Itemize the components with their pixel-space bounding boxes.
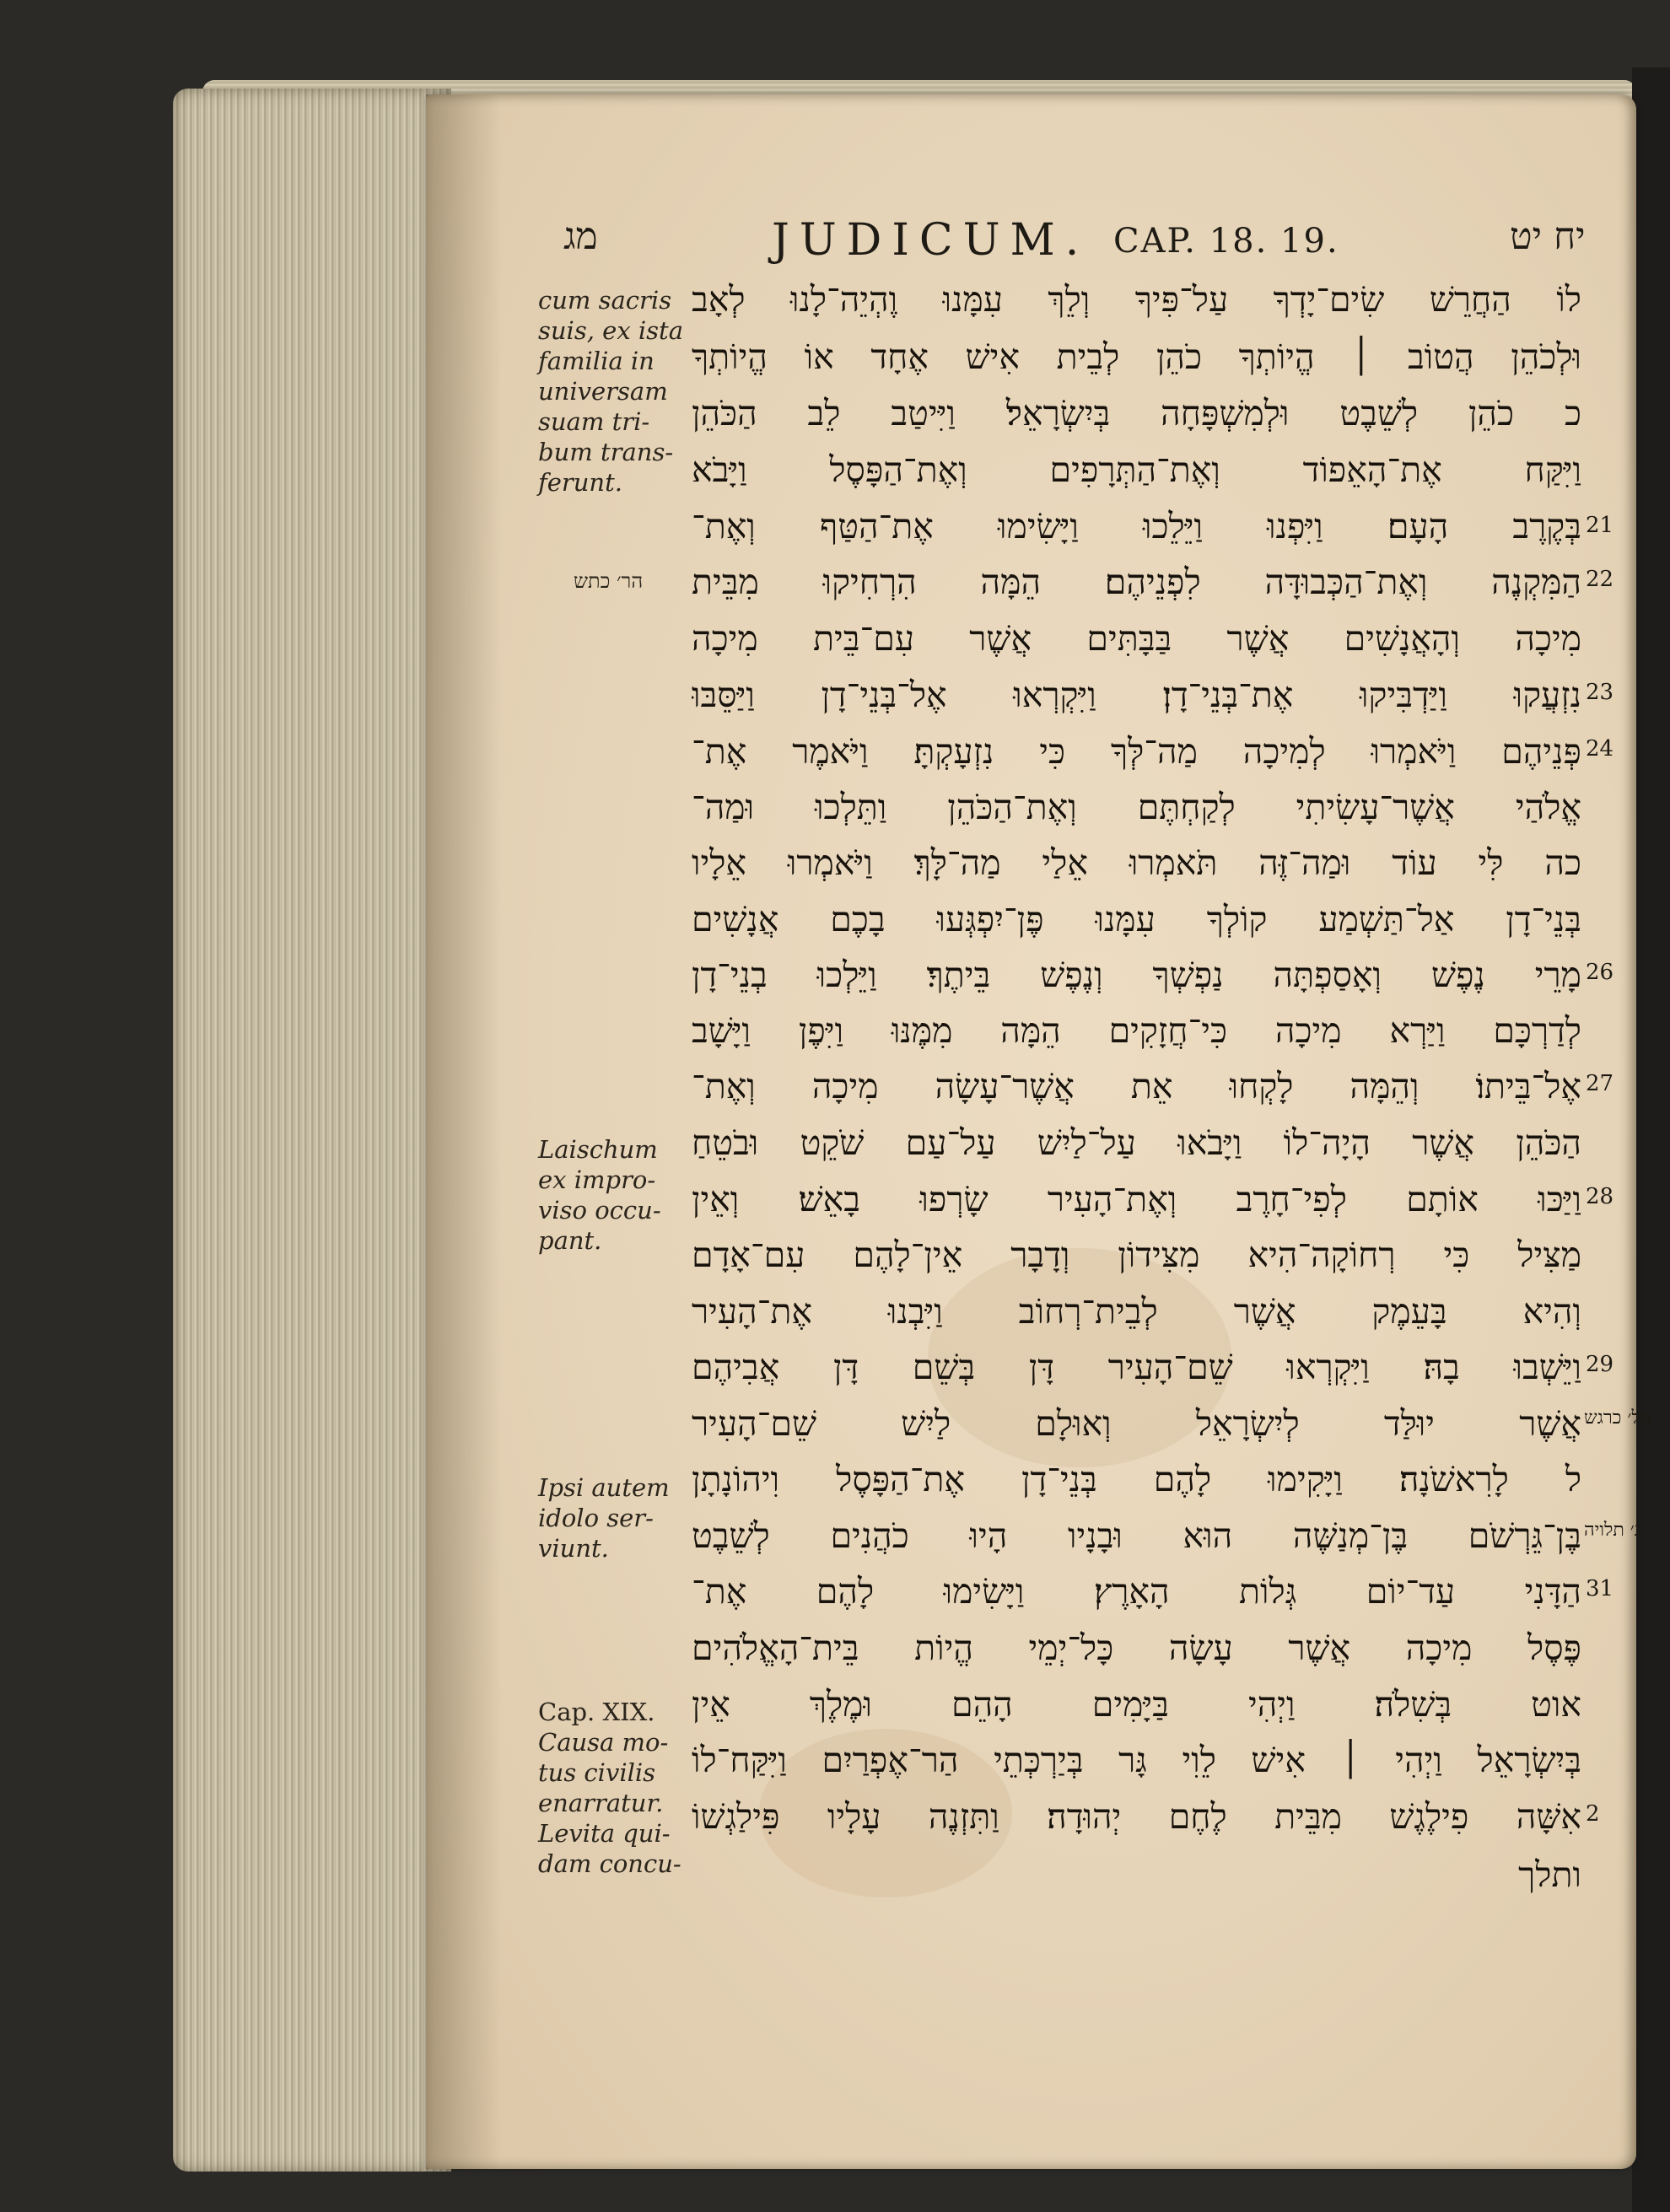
text-line: אֲשֶׁר יוּלַּד לְיִשְׂרָאֵל וְאוּלָם לַיִשׁ שֵׁם־הָעִיר [692, 1403, 1581, 1444]
gloss-line: ferunt. [538, 468, 622, 497]
text-line: וַיֵּשְׁבוּ בָהּ׃ וַיִּקְרְאוּ שֵׁם־הָעִיר דָּן בְּשֵׁם דָּן אֲבִיהֶם [692, 1347, 1581, 1387]
page-edges-stack [173, 89, 451, 2172]
gloss-line: pant. [538, 1226, 602, 1255]
gloss-line: cum sacris [538, 286, 672, 315]
latin-gloss-2 [538, 1134, 690, 1256]
page-number-hebrew: מג [563, 215, 598, 258]
marginal-note-hebrew: הר׳ כתש [574, 569, 644, 593]
gloss-line: enarratur. [538, 1789, 664, 1817]
gloss-line: Ipsi autem [538, 1473, 670, 1502]
gloss-line: viso occu- [538, 1196, 661, 1224]
text-line: אֶל־בֵּיתוֹ׃ וְהֵמָּה לָקְחוּ אֵת אֲשֶׁר־עָשָׂה מִיכָה וְאֶת־ [692, 1066, 1581, 1106]
text-line: וַיַּכּוּ אוֹתָם לְפִי־חָרֶב וְאֶת־הָעִיר שָׂרְפוּ בָאֵשׁ׃ וְאֵין [692, 1179, 1581, 1219]
gloss-line: familia in [538, 347, 655, 375]
chapter-reference: CAP. 18. 19. [1113, 222, 1339, 261]
text-line: מִיכָה וְהָאֲנָשִׁים אֲשֶׁר בַּבָּתִּים אֲשֶׁר עִם־בֵּית מִיכָה [692, 618, 1581, 659]
text-line: לְדַרְכָּם וַיַּרְא מִיכָה כִּי־חֲזָקִים הֵמָּה מִמֶּנּוּ וַיִּפֶן וַיָּשָׁב [692, 1010, 1581, 1051]
text-line: כ כֹהֵן לְשֵׁבֶט וּלְמִשְׁפָּחָה בְּיִשְׂרָאֵל׃ וַיִּיטַב לֵב הַכֹּהֵן [692, 393, 1581, 433]
text-line: אוט בְּשִׁלֹה׃ וַיְהִי בַּיָּמִים הָהֵם וּמֶלֶךְ אֵין [692, 1684, 1581, 1725]
text-line: וַיִּקַּח אֶת־הָאֵפוֹד וְאֶת־הַתְּרָפִים וְאֶת־הַפָּסֶל וַיָּבֹא [692, 449, 1581, 490]
text-line: מָרֵי נֶפֶשׁ וְאָסַפְתָּה נַפְשְׁךָ וְנֶפֶשׁ בֵּיתֶךָ׃ וַיֵּלְכוּ בְנֵי־דָן [692, 955, 1581, 995]
text-line: בְּקֶרֶב הָעָם׃ וַיִּפְנוּ וַיֵּלֵכוּ וַיָּשִׂימוּ אֶת־הַטַּף וְאֶת־ [692, 506, 1581, 546]
gloss-line: suam tri- [538, 407, 650, 436]
text-line: וּלְכֹהֵן הֲטוֹב ׀ הֱיוֹתְךָ כֹהֵן לְבֵית אִישׁ אֶחָד אוֹ הֱיוֹתְךָ [692, 336, 1581, 377]
verse-number: 28 [1586, 1184, 1614, 1209]
running-title: JUDICUM. [772, 215, 1090, 266]
text-line: פֶּסֶל מִיכָה אֲשֶׁר עָשָׂה כָּל־יְמֵי הֱיוֹת בֵּית־הָאֱלֹהִים [692, 1628, 1581, 1668]
text-line: מַצִּיל כִּי רְחוֹקָה־הִיא מִצִּידוֹן וְדָבָר אֵין־לָהֶם עִם־אָדָם [692, 1235, 1581, 1275]
verse-number: 29 [1586, 1352, 1614, 1377]
gloss-line: suis, ex ista [538, 316, 683, 345]
text-line: לוֹ הַחֲרֵשׁ שִׂים־יָדְךָ עַל־פִּיךָ וְלֵךְ עִמָּנוּ וֶהְיֵה־לָנוּ לְאָב [692, 279, 1581, 320]
text-line: ל לָרִאשֹׁנָה׃ וַיָּקִימוּ לָהֶם בְּנֵי־דָן אֶת־הַפָּסֶל וִיהוֹנָתָן [692, 1459, 1581, 1499]
text-line: הַדָּנִי עַד־יוֹם גְּלוֹת הָאָרֶץ׃ וַיָּשִׂימוּ לָהֶם אֶת־ [692, 1571, 1581, 1612]
latin-gloss-3 [538, 1472, 690, 1563]
marginal-note-right: נ׳ תלויה [1584, 1520, 1640, 1541]
gloss-line: tus civilis [538, 1758, 656, 1787]
text-line: בְּנֵי־דָן אַל־תַּשְׁמַע קוֹלְךָ עִמָּנוּ פֶּן־יִפְגְּעוּ בָכֶם אֲנָשִׁים [692, 899, 1581, 939]
gloss-line: ex impro- [538, 1165, 656, 1194]
text-line: בְּיִשְׂרָאֵל וַיְהִי ׀ אִישׁ לֵוִי גָּר בְּיַרְכְּתֵי הַר־אֶפְרַיִם וַיִּקַּח־לוֹ [692, 1740, 1581, 1780]
gloss-line: Causa mo- [538, 1728, 669, 1757]
text-line: אֱלֹהַי אֲשֶׁר־עָשִׂיתִי לְקַחְתֶּם וְאֶת־הַכֹּהֵן וַתֵּלְכוּ וּמַה־ [692, 787, 1581, 827]
verse-number: 21 [1586, 513, 1614, 538]
verse-number: 22 [1586, 567, 1614, 592]
chapter-reference-hebrew: יח יט [1510, 215, 1586, 258]
gloss-line: idolo ser- [538, 1504, 654, 1532]
text-line: פְּנֵיהֶם וַיֹּאמְרוּ לְמִיכָה מַה־לְּךָ כִּי נִזְעָקְתָּ׃ וַיֹּאמֶר אֶת־ [692, 731, 1581, 772]
gloss-line: Laischum [538, 1135, 658, 1164]
gloss-line: bum trans- [538, 438, 674, 466]
catchword: ותלך [1518, 1854, 1581, 1895]
marginal-note-right: הל׳ כרגש [1584, 1407, 1651, 1429]
text-line: כה לִּי עוֹד וּמַה־זֶּה תֹּאמְרוּ אֵלַי מַה־לָּךְ׃ וַיֹּאמְרוּ אֵלָיו [692, 842, 1581, 883]
text-line: הַכֹּהֵן אֲשֶׁר הָיָה־לוֹ וַיָּבֹאוּ עַל־לַיִשׁ עַל־עַם שֹׁקֵט וּבֹטֵחַ [692, 1122, 1581, 1163]
gloss-line: viunt. [538, 1534, 609, 1563]
verse-number: 31 [1586, 1576, 1614, 1601]
verse-number: 26 [1586, 960, 1614, 985]
text-line: נִזְעֲקוּ וַיַּדְבִּיקוּ אֶת־בְּנֵי־דָן׃ וַיִּקְרְאוּ אֶל־בְּנֵי־דָן וַיַּסֵּבּוּ [692, 675, 1581, 715]
gloss-line: Cap. XIX. [538, 1698, 655, 1726]
latin-gloss-4 [538, 1697, 690, 1879]
latin-gloss-1 [538, 285, 690, 498]
text-line: אִשָּׁה פִילֶגֶשׁ מִבֵּית לֶחֶם יְהוּדָה׃ וַתִּזְנֶה עָלָיו פִּילַגְשׁוֹ [692, 1796, 1581, 1837]
text-line: הַמִּקְנֶה וְאֶת־הַכְּבוּדָּה לִפְנֵיהֶם׃ הֵמָּה הִרְחִיקוּ מִבֵּית [692, 562, 1581, 602]
background-right [1632, 67, 1670, 2212]
text-line: וְהִיא בָּעֵמֶק אֲשֶׁר לְבֵית־רְחוֹב וַיִּבְנוּ אֶת־הָעִיר [692, 1291, 1581, 1332]
verse-number: 24 [1586, 736, 1614, 762]
gloss-line: Levita qui- [538, 1819, 671, 1848]
text-line: בֶּן־גֵּרְשֹׁם בֶּן־מְנַשֶּׁה הוּא וּבָנָיו הָיוּ כֹהֲנִים לְשֵׁבֶט [692, 1515, 1581, 1556]
gloss-line: dam concu- [538, 1849, 681, 1878]
gloss-line: universam [538, 377, 668, 406]
page-gutter-shadow [426, 94, 502, 2169]
verse-number: 2 [1586, 1801, 1600, 1827]
verse-number: 27 [1586, 1071, 1614, 1096]
verse-number: 23 [1586, 680, 1614, 705]
